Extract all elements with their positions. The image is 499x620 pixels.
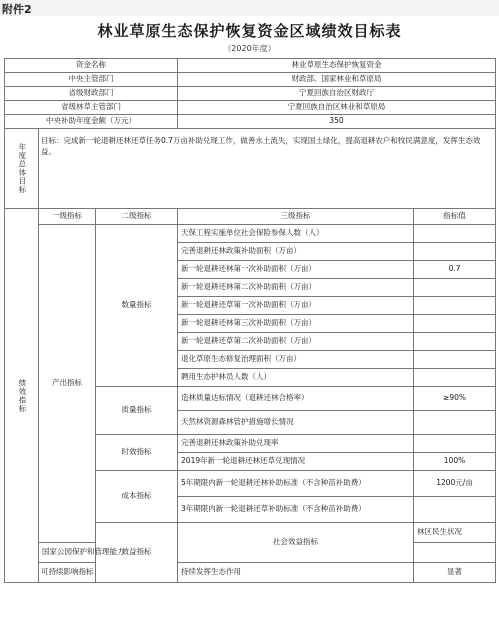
performance-table bbox=[4, 58, 496, 583]
indicator-name: 天保工程实施单位社会保险参保人数（人） bbox=[178, 225, 414, 243]
indicator-value: 显著 bbox=[414, 563, 496, 583]
indicator-value bbox=[414, 315, 496, 333]
indicator-name: 聘用生态护林员人数（人） bbox=[178, 369, 414, 387]
indicator-row bbox=[5, 563, 496, 583]
document-title: 林业草原生态保护恢复资金区域绩效目标表 bbox=[97, 22, 402, 40]
indicator-value bbox=[414, 297, 496, 315]
goal-text: 目标：完成新一轮退耕还林还草任务0.7万亩补助兑现工作，做善水土流失，实现国土绿化，提高退耕农户和牧民满意度，发挥生态效益。 bbox=[39, 129, 496, 209]
goal-row bbox=[5, 129, 496, 209]
info-label: 中央主管部门 bbox=[5, 73, 178, 87]
indicator-name: 2019年新一轮退耕还林还草兑现情况 bbox=[178, 453, 414, 471]
indicator-value bbox=[414, 543, 496, 563]
timeliness-label: 时效指标 bbox=[96, 435, 178, 471]
indicator-value bbox=[414, 369, 496, 387]
top-bar bbox=[0, 0, 499, 16]
indicator-name: 新一轮退耕还草第二次补助面积（万亩） bbox=[178, 333, 414, 351]
info-label: 省级财政部门 bbox=[5, 87, 178, 101]
info-label: 资金名称 bbox=[5, 59, 178, 73]
indicator-name: 新一轮退耕还林第三次补助面积（万亩） bbox=[178, 315, 414, 333]
header-value: 指标值 bbox=[414, 209, 496, 225]
info-row bbox=[5, 115, 496, 129]
perf-label: 绩效指标 bbox=[17, 378, 27, 413]
indicator-name: 天然林资源森林管护措施增长情况 bbox=[178, 411, 414, 435]
indicator-name: 完善退耕还林政策补助面积（万亩） bbox=[178, 243, 414, 261]
header-level3: 三级指标 bbox=[178, 209, 414, 225]
info-row bbox=[5, 101, 496, 115]
info-label: 省级林草主管部门 bbox=[5, 101, 178, 115]
cost-label: 成本指标 bbox=[96, 471, 178, 523]
info-value: 宁夏回族自治区林业和草原局 bbox=[178, 101, 496, 115]
indicator-name: 国家公园保护和管理能力 bbox=[39, 543, 96, 563]
indicator-value bbox=[414, 279, 496, 297]
header-level1: 一级指标 bbox=[39, 209, 96, 225]
indicator-name: 持续发挥生态作用 bbox=[178, 563, 414, 583]
indicator-name: 林区民生状况 bbox=[414, 523, 496, 543]
sustainable-label: 可持续影响指标 bbox=[39, 563, 96, 583]
indicator-value bbox=[414, 411, 496, 435]
social-label: 社会效益指标 bbox=[178, 523, 414, 563]
indicator-name: 新一轮退耕还草第一次补助面积（万亩） bbox=[178, 297, 414, 315]
perf-label-cell bbox=[5, 209, 39, 583]
quality-label: 质量指标 bbox=[96, 387, 178, 435]
indicator-value: ≥90% bbox=[414, 387, 496, 411]
indicator-name: 3年期限内新一轮退耕还草补助标准（不含种苗补助费） bbox=[178, 497, 414, 523]
document-subtitle: （2020年度） bbox=[223, 44, 276, 53]
indicator-value: 100% bbox=[414, 453, 496, 471]
indicator-name: 退化草原生态修复治理面积（万亩） bbox=[178, 351, 414, 369]
info-row bbox=[5, 73, 496, 87]
output-label: 产出指标 bbox=[39, 225, 96, 543]
header-level2: 二级指标 bbox=[96, 209, 178, 225]
info-value: 财政部、国家林业和草原局 bbox=[178, 73, 496, 87]
indicator-header-row bbox=[5, 209, 496, 225]
quantity-label: 数量指标 bbox=[96, 225, 178, 387]
indicator-name: 造林质量达标情况（退耕还林合格率） bbox=[178, 387, 414, 411]
info-value: 350 bbox=[178, 115, 496, 129]
indicator-value bbox=[414, 225, 496, 243]
indicator-name: 新一轮退耕还林第二次补助面积（万亩） bbox=[178, 279, 414, 297]
indicator-name: 新一轮退耕还林第一次补助面积（万亩） bbox=[178, 261, 414, 279]
indicator-value bbox=[414, 243, 496, 261]
indicator-name: 5年期限内新一轮退耕还林补助标准（不含种苗补助费） bbox=[178, 471, 414, 497]
info-label: 中央补助年度金额（万元） bbox=[5, 115, 178, 129]
goal-label: 年度总体目标 bbox=[17, 143, 27, 194]
indicator-name: 完善退耕还林政策补助兑现率 bbox=[178, 435, 414, 453]
info-value: 宁夏回族自治区财政厅 bbox=[178, 87, 496, 101]
indicator-value bbox=[414, 351, 496, 369]
indicator-row bbox=[5, 225, 496, 243]
info-value: 林业草原生态保护恢复资金 bbox=[178, 59, 496, 73]
indicator-value: 1200元/亩 bbox=[414, 471, 496, 497]
indicator-value bbox=[414, 497, 496, 523]
attachment-label: 附件2 bbox=[2, 3, 32, 16]
indicator-value bbox=[414, 333, 496, 351]
benefit-label: 效益指标 bbox=[96, 523, 178, 583]
goal-label-cell bbox=[5, 129, 39, 209]
info-row bbox=[5, 59, 496, 73]
indicator-value: 0.7 bbox=[414, 261, 496, 279]
info-row bbox=[5, 87, 496, 101]
indicator-value bbox=[414, 435, 496, 453]
